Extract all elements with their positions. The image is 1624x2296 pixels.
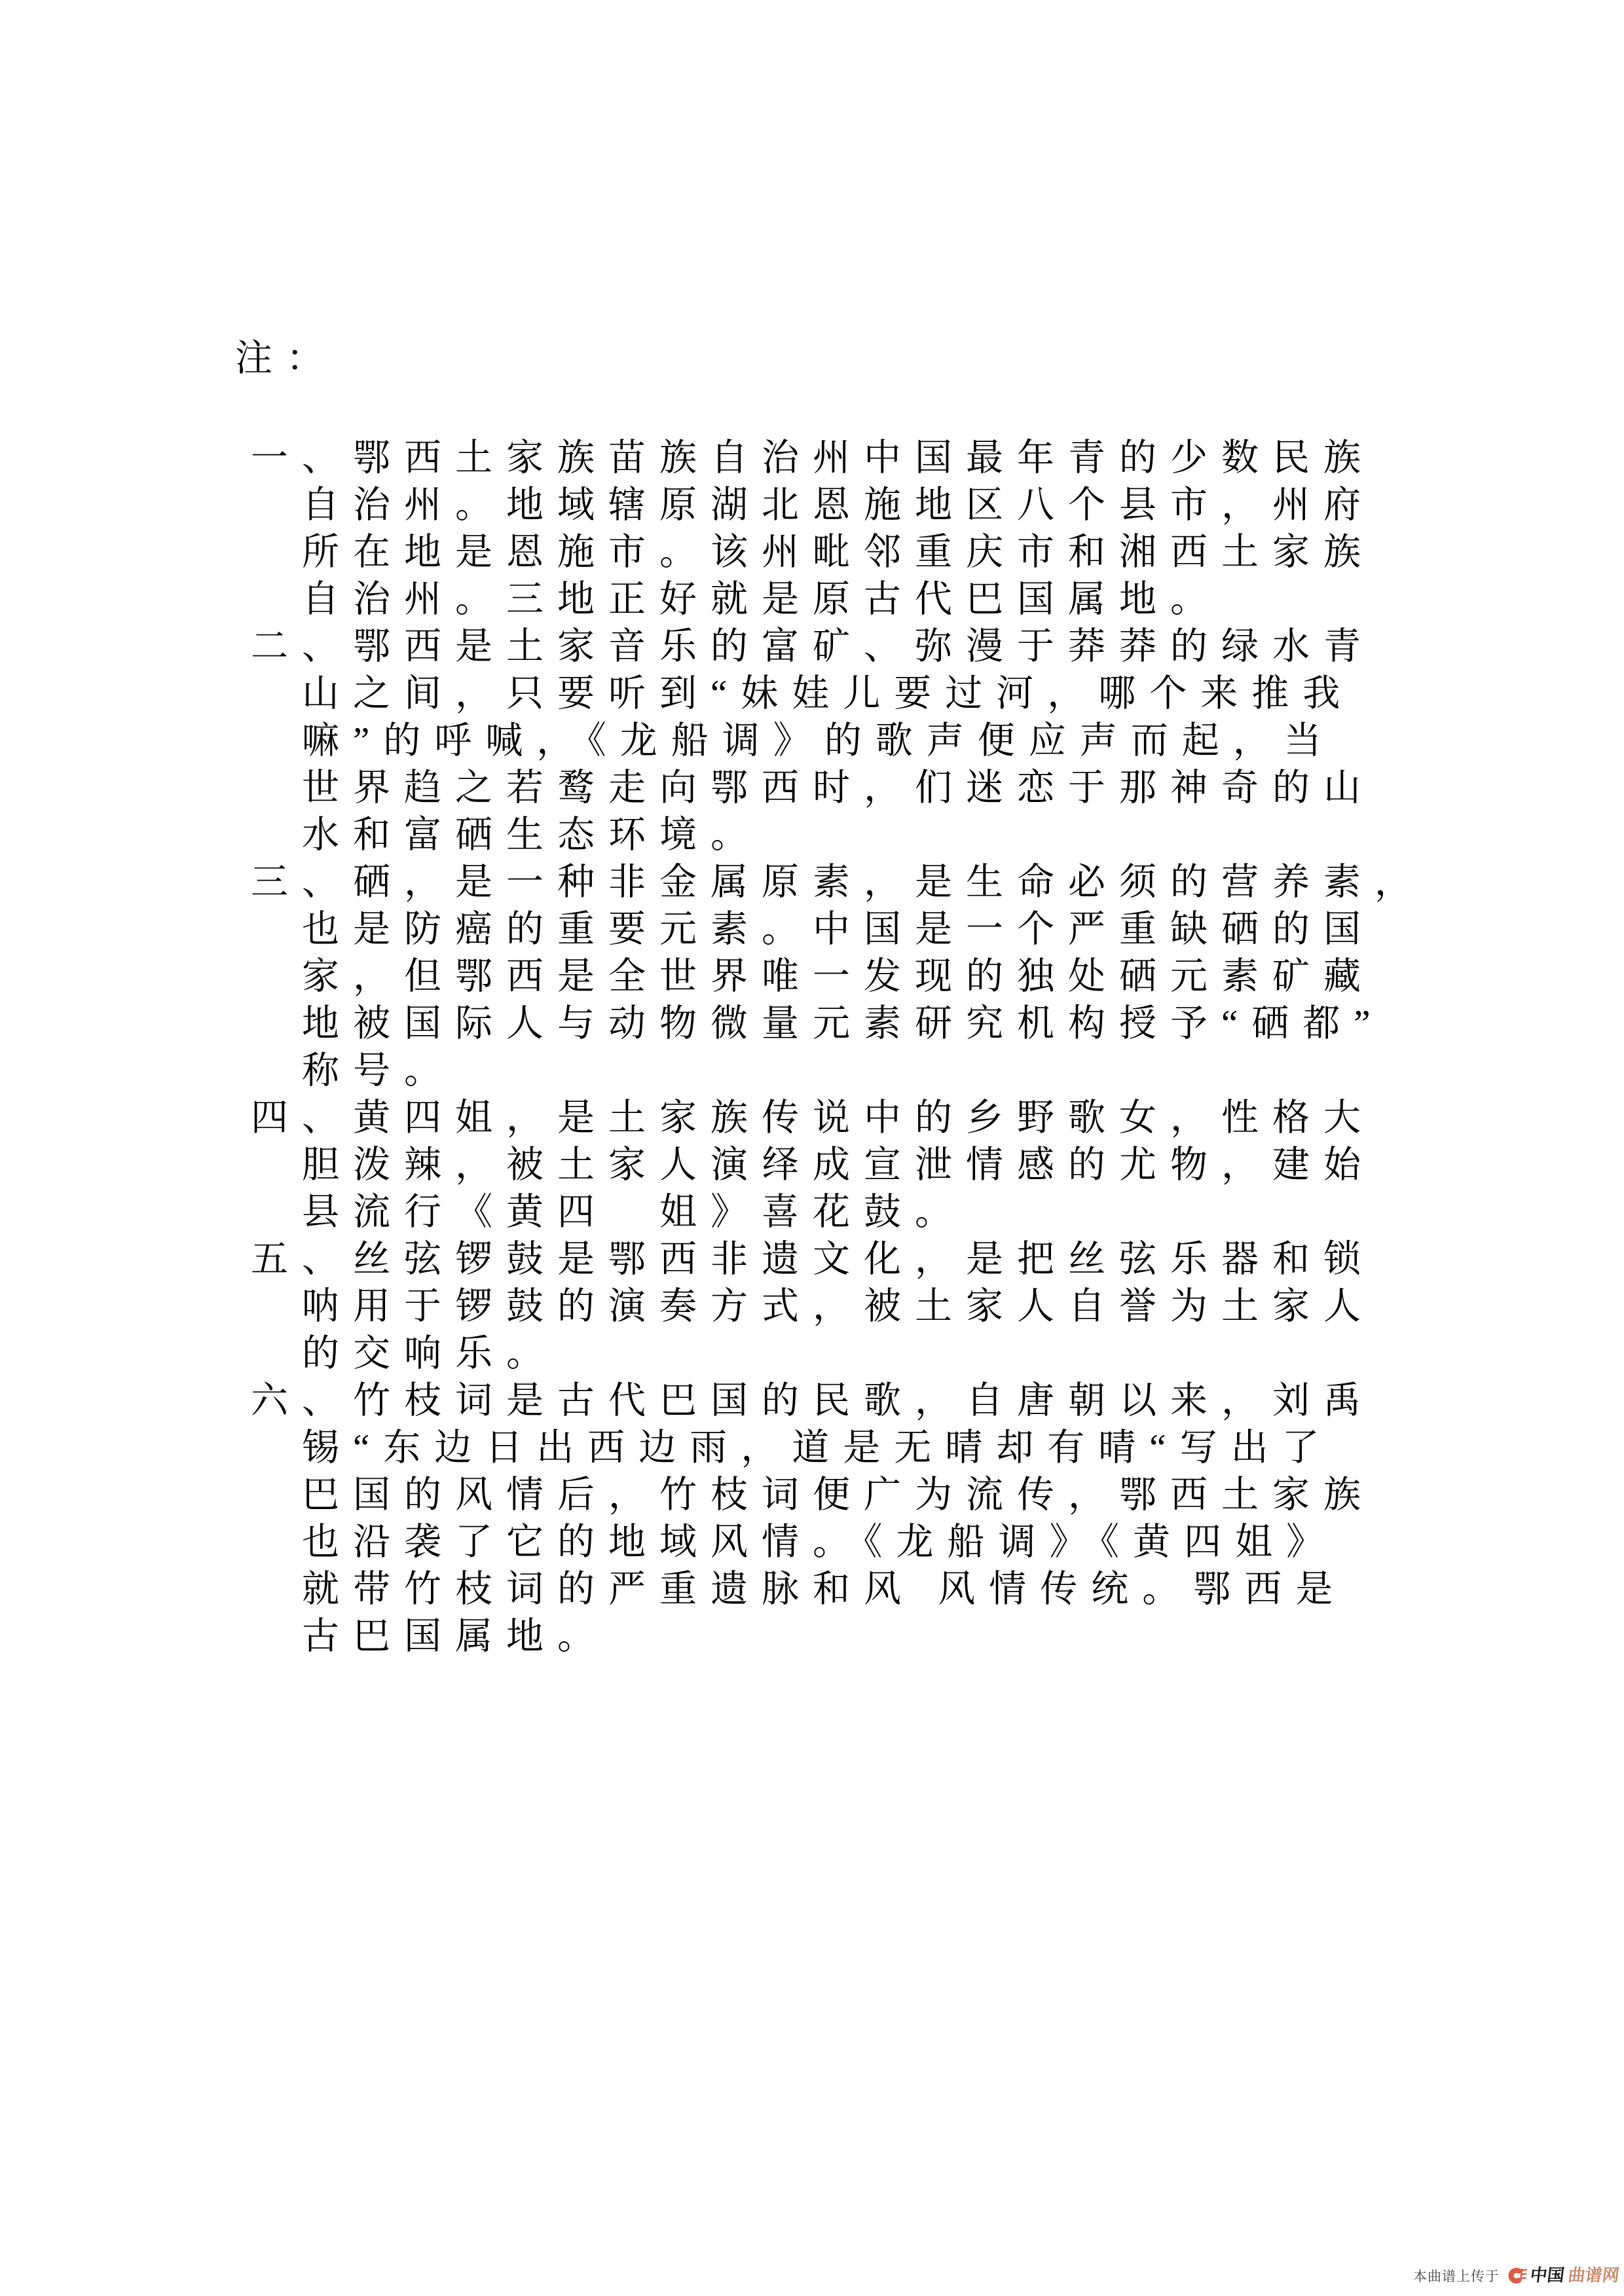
watermark-upload-text: 本曲谱上传于 [1413, 2269, 1500, 2284]
note-line: 就带竹枝词的严重遗脉和风 风情传统。鄂西是 [302, 1569, 1347, 1610]
note-line: 四、黄四姐，是土家族传说中的乡野歌女，性格大 [251, 1097, 1375, 1139]
note-heading: 注： [235, 338, 337, 379]
note-line: 自治州。地域辖原湖北恩施地区八个县市，州府 [302, 484, 1375, 526]
note-line: 巴国的风情后，竹枝词便广为流传，鄂西土家族 [302, 1474, 1375, 1516]
note-line: 县流行《黄四 姐》喜花鼓。 [302, 1192, 966, 1233]
note-line: 家，但鄂西是全世界唯一发现的独处硒元素矿藏 [302, 956, 1375, 997]
brand-name-qupu: 曲谱网 [1566, 2265, 1621, 2285]
note-line: 山之间，只要听到“妹娃儿要过河，哪个来推我 [302, 673, 1354, 714]
note-line: 也是防癌的重要元素。中国是一个严重缺硒的国 [302, 909, 1375, 950]
note-line: 嘛”的呼喊，《龙船调》的歌声便应声而起，当 [302, 720, 1335, 761]
note-line: 称号。 [302, 1050, 455, 1091]
zhongguo-qupu-logo-icon [1505, 2265, 1528, 2284]
note-line: 五、丝弦锣鼓是鄂西非遗文化，是把丝弦乐器和锁 [251, 1239, 1375, 1280]
brand-name-china: 中国 [1528, 2265, 1566, 2285]
note-line: 二、鄂西是土家音乐的富矿、弥漫于莽莽的绿水青 [251, 626, 1375, 667]
note-line: 六、竹枝词是古代巴国的民歌，自唐朝以来，刘禹 [251, 1380, 1375, 1421]
note-line: 地被国际人与动物微量元素研究机构授予“硒都” [302, 1003, 1384, 1044]
notes-section [235, 335, 1426, 1660]
note-line: 胆泼辣，被土家人演绎成宣泄情感的尤物，建始 [302, 1144, 1375, 1186]
note-line: 古巴国属地。 [302, 1616, 608, 1657]
site-watermark [1413, 2262, 1619, 2286]
note-line: 所在地是恩施市。该州毗邻重庆市和湘西土家族 [302, 532, 1375, 573]
note-line: 也沿袭了它的地域风情。《龙船调》《黄四姐》 [302, 1522, 1337, 1563]
note-line: 自治州。三地正好就是原古代巴国属地。 [302, 579, 1221, 620]
note-line: 锡“东边日出西边雨，道是无晴却有晴“写出了 [302, 1427, 1333, 1468]
note-line: 水和富硒生态环境。 [302, 814, 762, 856]
note-line: 一、鄂西土家族苗族自治州中国最年青的少数民族 [251, 437, 1375, 479]
note-line: 呐用于锣鼓的演奏方式，被土家人自誉为土家人 [302, 1286, 1375, 1327]
note-line: 三、硒，是一种非金属原素，是生命必须的营养素， [251, 862, 1426, 903]
note-line: 的交响乐。 [302, 1333, 557, 1374]
note-line: 世界趋之若鹜走向鄂西时，们迷恋于那神奇的山 [302, 767, 1375, 809]
